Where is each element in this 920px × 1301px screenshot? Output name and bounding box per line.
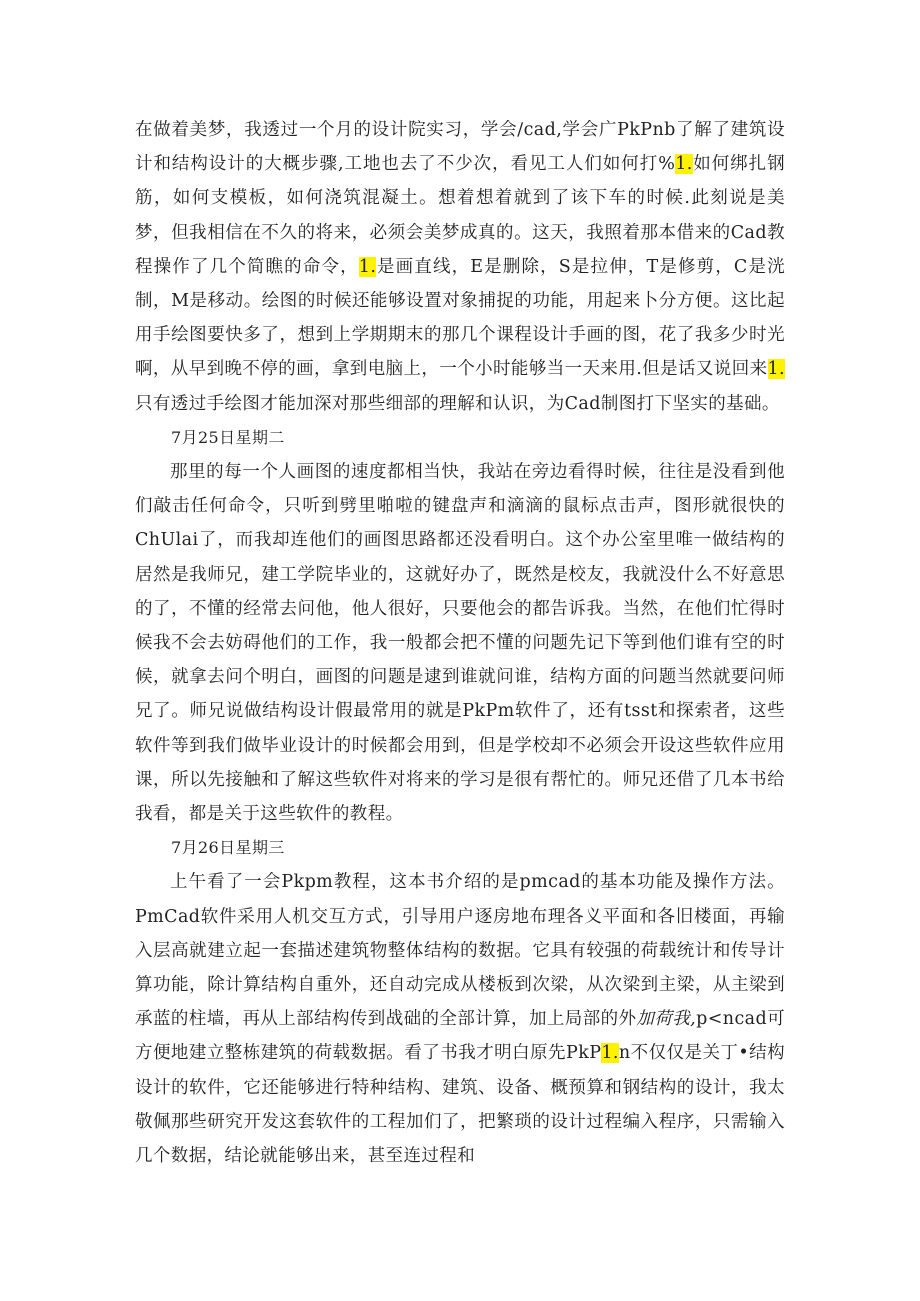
date-heading-wednesday: 7月26日星期三 xyxy=(171,838,285,858)
text-span: 只有透过手绘图才能加深对那些细部的理解和认识，为Cad制图打下坚实的基础。 xyxy=(135,393,780,414)
highlighted-mark: 1. xyxy=(601,1043,619,1064)
paragraph-office-observation: 那里的每一个人画图的速度都相当快，我站在旁边看得时候，往往是没看到他们敲击任何命令，只听到劈里啪啦的键盘声和滴滴的鼠标点击声，图形就很快的ChUlai了，而我却连他们的画图思路都还没看明白。这个办公室里唯一做结构的居然是我师兄，建工学院毕业的，这就好办了，既然是校友，我就没什么不好意思的了，不懂的经常去问他，他人很好，只要他会的都告诉我。当然，在他们忙得时候我不会去妨碍他们的工作，我一般都会把不懂的问题先记下等到他们谁有空的时候，就拿去问个明白，画图的问题是逮到谁就问谁，结构方面的问题当然就要问师兄了。师兄说做结构设计假最常用的就是PkPm软件了，还有tsst和探索者，这些软件等到我们做毕业设计的时候都会用到，但是学校却不必须会开设这些软件应用课，所以先接触和了解这些软件对将来的学习是很有帮忙的。师兄还借了几本书给我看，都是关于这些软件的教程。 xyxy=(135,462,785,825)
document-body xyxy=(135,113,785,1173)
paragraph-cad-practice xyxy=(135,113,785,421)
highlighted-mark: 1. xyxy=(675,154,693,175)
text-span: n不仅仅是关丁•结构设计的软件，它还能够进行特种结构、建筑、设备、概预算和钢结构的设计，我太敬佩那些研究开发这套软件的工程加们了，把繁琐的设计过程编入程序，只需输入几个数据，结论就能够出来，甚至连过程和 xyxy=(135,1043,786,1167)
text-span: p<ncad可方便地建立整栋建筑的荷载数据。看了书我才明白原先PkP xyxy=(135,1009,785,1064)
text-span: 在做着美梦，我透过一个月的设计院实习，学会∕cad,学会广PkPnb了解了建筑设计和结构设计的大概步骤,工地也去了不少次，看见工人们如何打% xyxy=(135,120,785,175)
date-heading-tuesday: 7月25日星期二 xyxy=(171,427,285,447)
text-span: 如何绑扎钢筋，如何支模板，如何浇筑混凝土。想着想着就到了该下车的时候.此刻说是美梦，但我相信在不久的将来，必须会美梦成真的。这天，我照着那本借来的Cad教程操作了几个简瞧的命令， xyxy=(135,154,785,277)
text-span: 上午看了一会Pkpm教程，这本书介绍的是pmcad的基本功能及操作方法。PmCad软件采用人机交互方式，引导用户逐房地布理各义平面和各旧楼面，再输入层高就建立起一套描述建筑物整体结构的数据。它具有较强的荷载统计和传导计算功能，除计算结构自重外，还自动完成从楼板到次梁，从次梁到主梁，从主梁到承蓝的柱墙，再从上部结构传到战础的全部计算，加上局部的外 xyxy=(135,872,785,1030)
italic-span: 加荷我, xyxy=(636,1009,697,1030)
paragraph-pkpm-tutorial xyxy=(135,865,785,1173)
highlighted-mark: 1. xyxy=(358,256,377,277)
text-span: 是画直线，E是删除，S是拉伸，T是修剪，C是洸制，M是移动。绘图的时候还能够设置对象捕捉的功能，用起来卜分方便。这比起用手绘图要快多了，想到上学期期末的那几个课程设计手画的图，花了我多少时光啊，从早到晚不停的画，拿到电脑上，一个小时能够当一天来用.但是话又说回来 xyxy=(135,256,785,380)
highlighted-mark: 1. xyxy=(767,359,785,380)
